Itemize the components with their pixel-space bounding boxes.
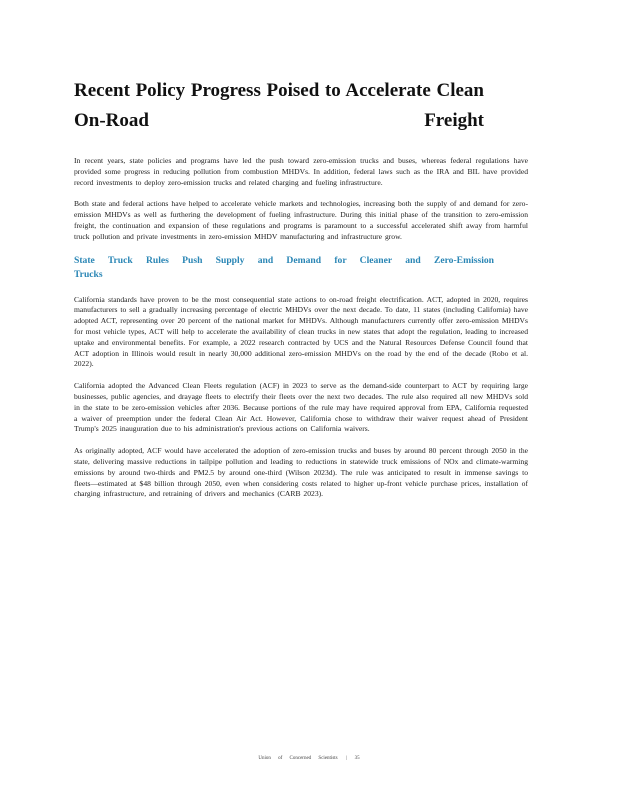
footer-org: Union of Concerned Scientists (258, 756, 338, 761)
page-footer (0, 756, 618, 761)
page-title: Recent Policy Progress Poised to Accelerate Clean On-Road Freight (74, 80, 484, 131)
intro-paragraph: Both state and federal actions have helped to accelerate vehicle markets and technologies, increasing both the supply of and demand for zero-emission MHDVs as well as furthering the development of fueling infrastructure. During this initial phase of the transition to zero-emission freight, the continuation and expansion of these regulations and programs is paramount to a successful accelerated shift away from harmful truck pollution and private investments in zero-emission MHDV manufacturing and infrastructure grow. (74, 199, 528, 241)
intro-paragraph: In recent years, state policies and programs have led the push toward zero-emission trucks and buses, whereas federal regulations have provided some progress in reducing pollution from combustion MHDVs. In addition, federal laws such as the IRA and BIL have provided record investments to deploy zero-emission trucks and related charging and fueling infrastructure. (74, 156, 528, 187)
section-paragraph: California standards have proven to be the most consequential state actions to on-road freight electrification. ACT, adopted in 2020, requires manufacturers to sell a gradually increasing percentage of electric MHDVs over the next decade. To date, 11 states (including California) have adopted ACT, representing over 20 percent of the national market for MHDVs. Although manufacturers currently offer zero-emission MHDVs for most vehicle types, ACT will help to accelerate the availability of clean trucks in new states that adopt the regulation, leading to increased uptake and environmental benefits. For example, a 2022 research contracted by UCS and the Natural Resources Defense Council found that ACT adoption in Illinois would result in nearly 30,000 additional zero-emission MHDVs on the road by the end of the decade (Robo et al. 2022). (74, 294, 528, 369)
page-number: 35 (354, 756, 360, 761)
section-heading: State Truck Rules Push Supply and Demand for Cleaner and Zero-Emission Trucks (74, 254, 494, 280)
section-paragraph: California adopted the Advanced Clean Fleets regulation (ACF) in 2023 to serve as the demand-side counterpart to ACT by requiring large businesses, public agencies, and drayage fleets to electrify their fleets over the next two decades. The rule also required all new MHDVs sold in the state to be zero-emission vehicles after 2036. Because portions of the rule may have required approval from EPA, California requested a waiver of preemption under the federal Clean Air Act. However, California chose to withdraw their waiver request ahead of President Trump's 2025 inauguration due to his administration's previous actions on California waivers. (74, 381, 528, 434)
section-paragraph: As originally adopted, ACF would have accelerated the adoption of zero-emission trucks and buses by around 80 percent through 2050 in the state, delivering massive reductions in tailpipe pollution and leading to reductions in statewide truck emissions of NOx and climate-warming emissions by around two-thirds and PM2.5 by around one-third (Wilson 2023d). The rule was anticipated to result in immense savings to fleets—estimated at $48 billion through 2050, even when considering costs related to higher up-front vehicle purchase prices, installation of charging infrastructure, and retraining of drivers and mechanics (CARB 2023). (74, 446, 528, 499)
body-content (74, 156, 528, 511)
footer-separator: | (345, 756, 347, 761)
